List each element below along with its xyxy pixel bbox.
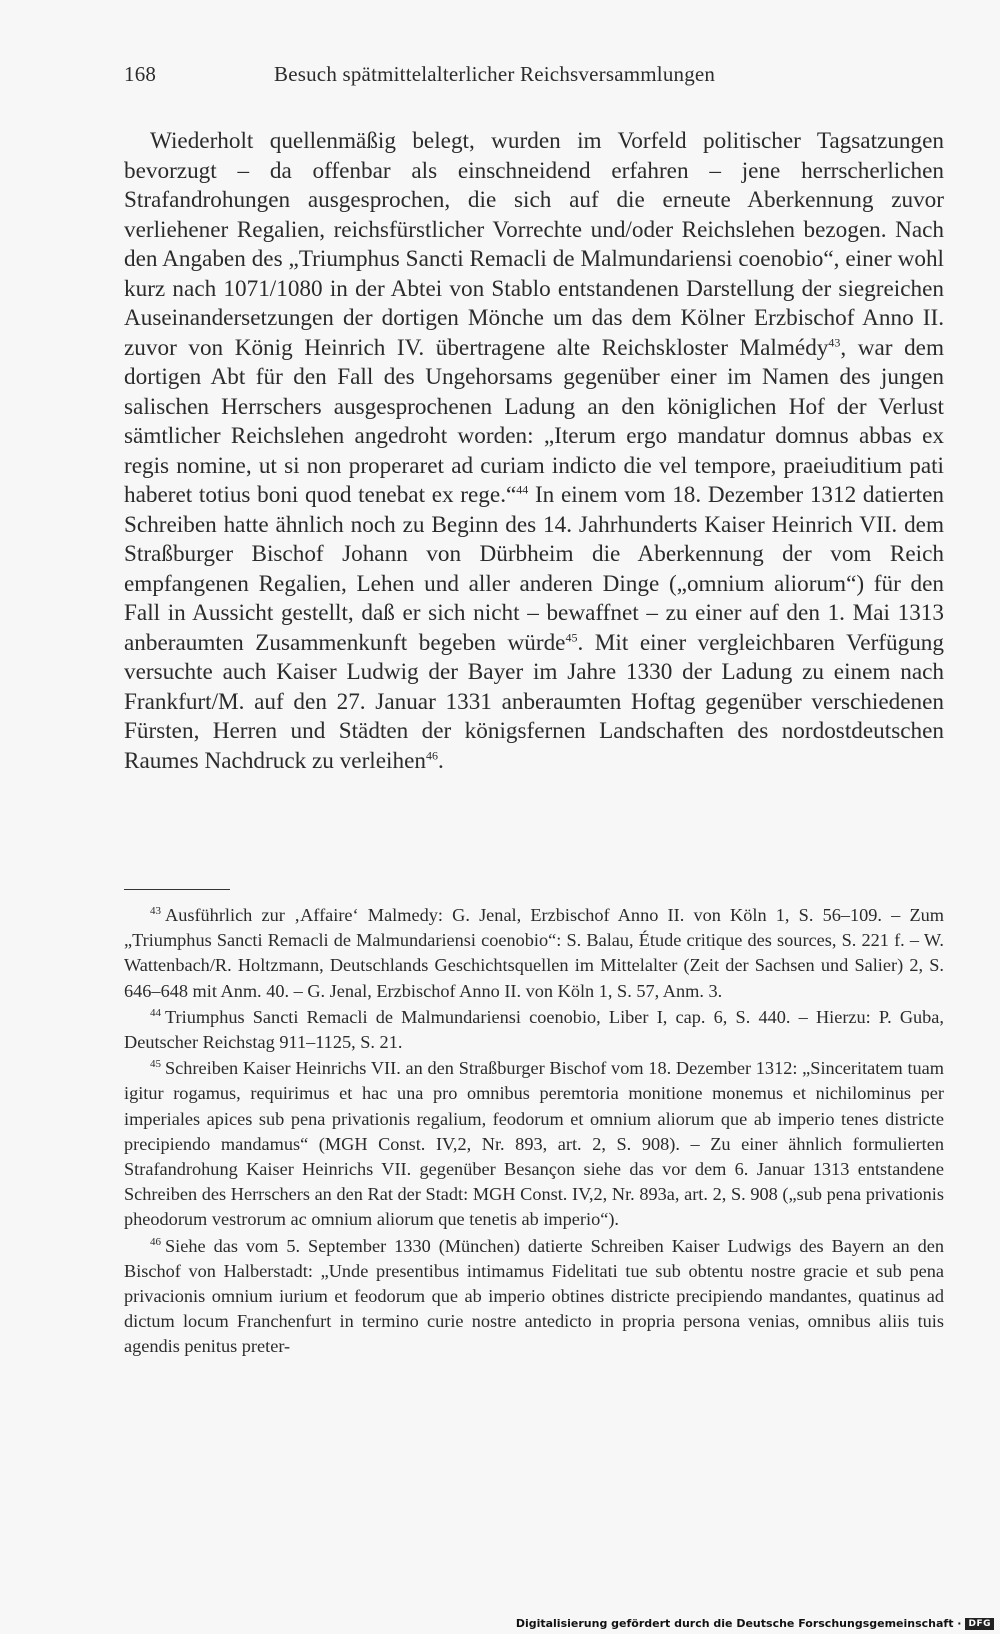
footnotes (124, 903, 944, 1361)
page-number: 168 (124, 62, 157, 86)
footnote-ref-43[interactable]: 43 (828, 334, 841, 349)
running-header (124, 62, 784, 87)
footnote-number: 44 (150, 1006, 161, 1019)
footnote-45 (124, 1056, 944, 1232)
body-text-segment: Wiederholt quellenmäßig belegt, wurden im Vorfeld politischer Tagsatzungen bevorzugt – da offenbar als einschneidend erfahren – jene herrscherlichen Strafandrohungen ausgesprochen, die sich auf die erneute Aberkennung zuvor verliehener Regalien, reichsfürstlicher Vorrechte und/oder Reichslehen bezogen. Nach den Angaben des „Triumphus Sancti Remacli de Malmundariensi coenobio“, einer wohl kurz nach 1071/1080 in der Abtei von Stablo entstandenen Darstellung der siegreichen Auseinandersetzungen der dortigen Mönche um das dem Kölner Erzbischof Anno II. zuvor von König Heinrich IV. übertragene alte Reichskloster Malmédy (124, 128, 944, 361)
main-text (124, 127, 944, 776)
footnote-number: 45 (150, 1058, 161, 1071)
footnote-text: Ausführlich zur ‚Affaire‘ Malmedy: G. Jenal, Erzbischof Anno II. von Köln 1, S. 56–109. – Zum „Triumphus Sancti Remacli de Malmundariensi coenobio“: S. Balau, Étude critique des sources, S. 221 f. – W. Wattenbach/R. Holtzmann, Deutschlands Geschichtsquellen im Mittelalter (Zeit der Sachsen und Salier) 2, S. 646–648 mit Anm. 40. – G. Jenal, Erzbischof Anno II. von Köln 1, S. 57, Anm. 3. (124, 905, 944, 1001)
footnote-number: 46 (150, 1235, 161, 1248)
footnote-44 (124, 1005, 944, 1055)
footnote-46 (124, 1234, 944, 1360)
dfg-logo-icon: DFG (965, 1618, 994, 1630)
digitization-credit (516, 1617, 994, 1630)
footnote-ref-44[interactable]: 44 (516, 482, 529, 497)
footnote-text: Siehe das vom 5. September 1330 (München) datierte Schreiben Kaiser Ludwigs des Bayern an den Bischof von Halberstadt: „Unde presentibus intimamus Fidelitati tue sub obtentu nostre gracie et sub pena privacionis omnium iurium et feodorum que ab imperio obtines districte precipiendo mandantes, quatinus ad dictum locum Franchenfurt in termino curie nostre antedicto in propria persona venias, omnibus aliis tuis agendis penitus preter- (124, 1235, 944, 1357)
running-title: Besuch spätmittelalterlicher Reichsversammlungen (274, 62, 716, 86)
credit-text: Digitalisierung gefördert durch die Deutsche Forschungsgemeinschaft · (515, 1617, 962, 1630)
body-paragraph (124, 127, 944, 776)
body-text-segment: . Mit einer vergleichbaren Verfügung versuchte auch Kaiser Ludwig der Bayer im Jahre 1330 der Ladung zu einem nach Frankfurt/M. auf den 27. Januar 1331 anberaumten Hoftag gegenüber verschiedenen Fürsten, Herren und Städten der königsfernen Landschaften des nordostdeutschen Raumes Nachdruck zu verleihen (124, 629, 944, 774)
body-text-segment: In einem vom 18. Dezember 1312 datierten Schreiben hatte ähnlich noch zu Beginn des 14. Jahrhunderts Kaiser Heinrich VII. dem Straßburger Bischof Johann von Dürbheim die Aberkennung der vom Reich empfangenen Regalien, Lehen und aller anderen Dinge („omnium aliorum“) für den Fall in Aussicht gestellt, daß er sich nicht – bewaffnet – zu einer auf den 1. Mai 1313 anberaumten Zusammenkunft begeben würde (124, 482, 944, 656)
footnote-text: Triumphus Sancti Remacli de Malmundariensi coenobio, Liber I, cap. 6, S. 440. – Hierzu: P. Guba, Deutscher Reichstag 911–1125, S. 21. (124, 1006, 944, 1053)
footnote-ref-46[interactable]: 46 (425, 747, 438, 762)
footnote-separator (124, 889, 230, 890)
footnote-43 (124, 903, 944, 1004)
body-text-segment: , war dem dortigen Abt für den Fall des Ungehorsams gegenüber einer im Namen des jungen salischen Herrschers ausgesprochenen Ladung an den königlichen Hof der Verlust sämtlicher Reichslehen angedroht worden: „Iterum ergo mandatur domnus abbas ex regis nomine, ut si non properaret ad curiam indicto die vel tempore, praeiuditium pati haberet totius boni quod tenebat ex rege.“ (124, 334, 945, 508)
body-text-segment: . (437, 747, 444, 774)
footnote-number: 43 (150, 904, 161, 917)
footnote-text: Schreiben Kaiser Heinrichs VII. an den Straßburger Bischof vom 18. Dezember 1312: „Sinceritatem tuam igitur rogamus, requirimus et hac una pro omnibus peremtoria monitione monemus et nichilominus per imperiales apices sub pena privationis regalium, feodorum et omnium aliorum que ab imperio tenes districte precipiendo mandamus“ (MGH Const. IV,2, Nr. 893, art. 2, S. 908). – Zu einer ähnlich formulierten Strafandrohung Kaiser Heinrichs VII. gegenüber Besançon siehe das vor dem 6. Januar 1313 entstandene Schreiben des Herrschers an den Rat der Stadt: MGH Const. IV,2, Nr. 893a, art. 2, S. 908 („sub pena privationis pheodorum vestrorum ac omnium aliorum que tenetis ab imperio“). (124, 1058, 944, 1230)
footnote-ref-45[interactable]: 45 (565, 629, 578, 644)
